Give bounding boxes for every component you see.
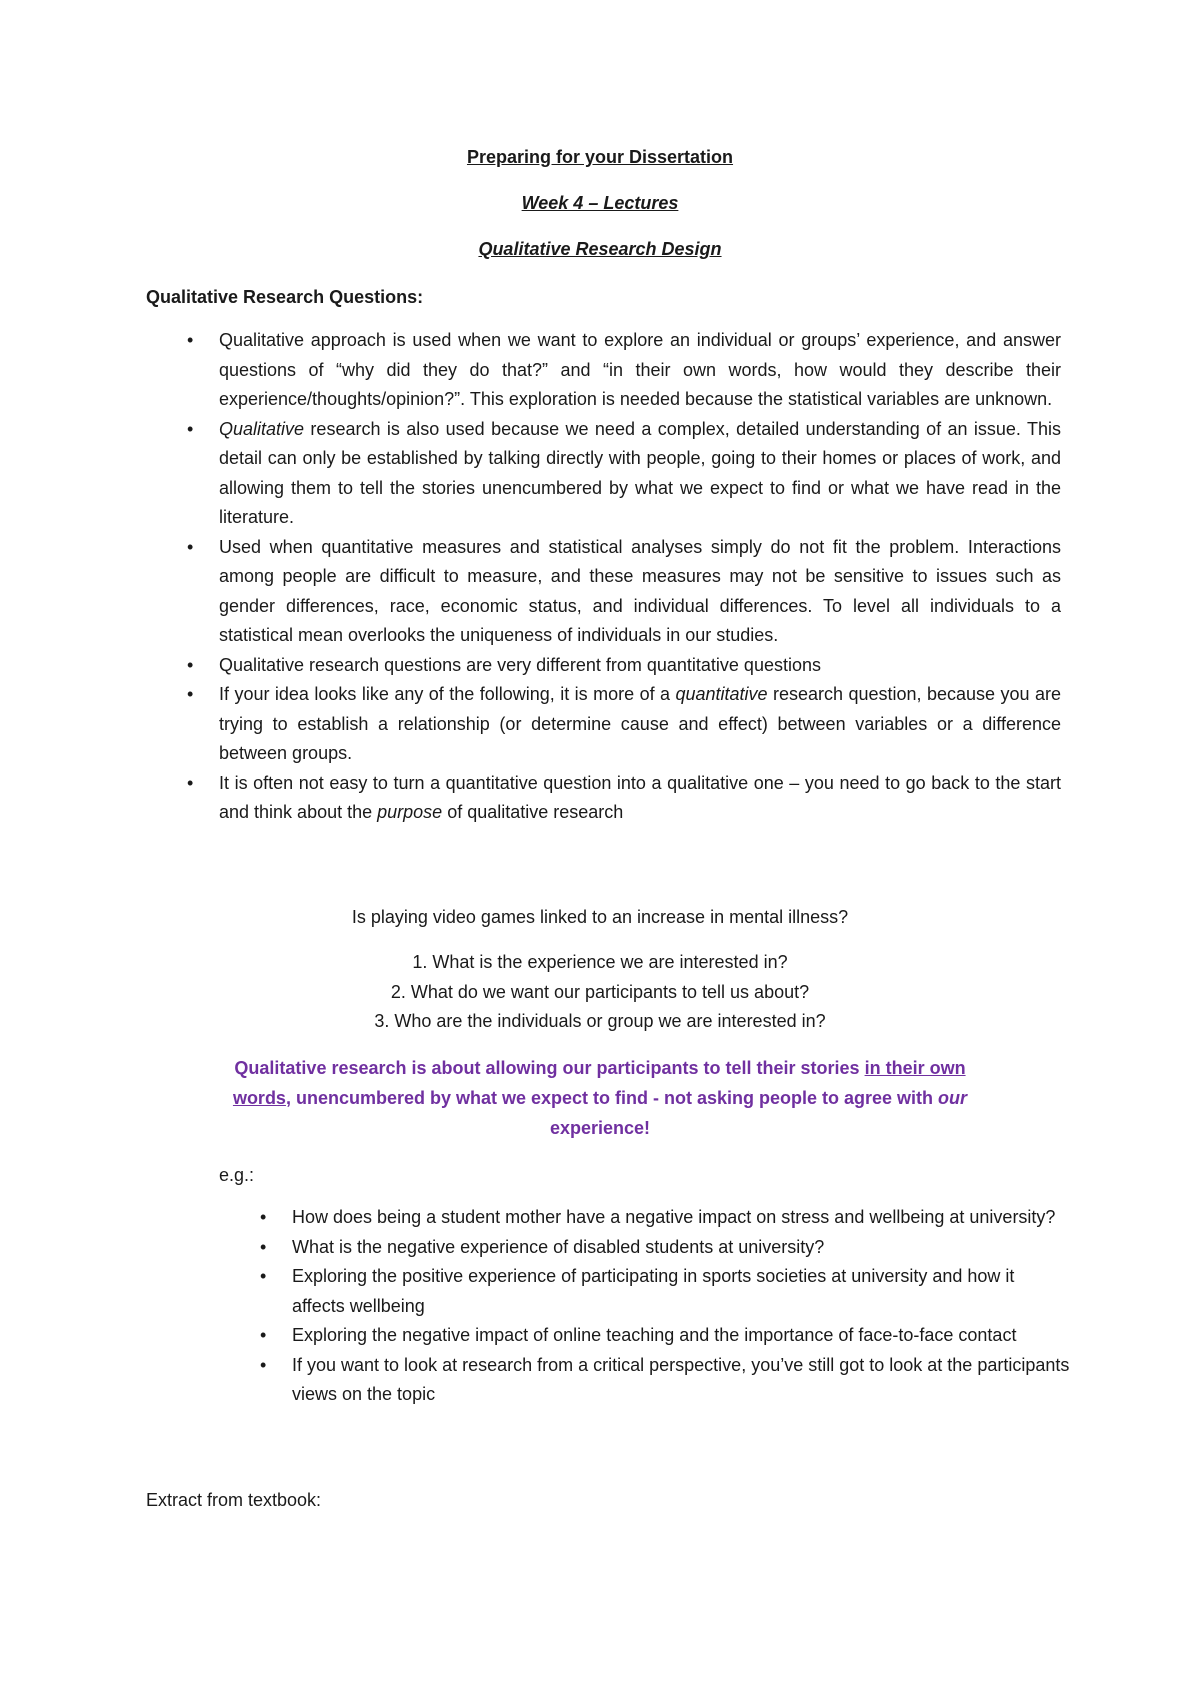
- bullet-text: research is also used because we need a complex, detailed understanding of an issue. This detail can only be established by talking directly with people, going to their homes or places of work, and allowing them to tell the stories unencumbered by what we expect to find or what we have read in the literature.: [219, 418, 1061, 527]
- topic-subtitle: Qualitative Research Design: [478, 239, 722, 259]
- bullet-text: It is often not easy to turn a quantitative question into a qualitative one – you need to go back to the start and think about the: [219, 772, 1061, 822]
- list-item: [146, 769, 1061, 828]
- highlight-text: Qualitative research is about allowing our participants to tell their stories: [234, 1058, 865, 1078]
- week-subtitle: Week 4 – Lectures: [521, 193, 679, 213]
- emphasis-text: Qualitative: [219, 418, 305, 439]
- highlight-statement: [230, 1053, 970, 1143]
- bullet-text: Qualitative research questions are very different from quantitative questions: [219, 654, 821, 675]
- list-item: [146, 651, 1061, 681]
- section-heading: Qualitative Research Questions:: [146, 287, 424, 307]
- numbered-item: 3. Who are the individuals or group we are interested in?: [374, 1011, 826, 1031]
- numbered-item: 2. What do we want our participants to tell us about?: [390, 981, 810, 1002]
- list-item: • What is the negative experience of disabled students at university?: [219, 1233, 1071, 1263]
- bullet-text: research question, because you are trying to establish a relationship (or determine cause and effect) between variables or a difference between groups.: [219, 684, 1061, 763]
- highlight-text: experience!: [549, 1118, 651, 1138]
- emphasis-text: purpose: [377, 802, 443, 822]
- emphasis-text: quantitative: [675, 684, 768, 704]
- list-item: [146, 533, 1061, 651]
- list-item: • How does being a student mother have a negative impact on stress and wellbeing at university?: [219, 1203, 1071, 1233]
- eg-label: e.g.:: [219, 1165, 255, 1185]
- highlight-italic-text: our: [938, 1088, 968, 1108]
- list-item: • Exploring the positive experience of participating in sports societies at university and how it affects wellbeing: [219, 1262, 1071, 1321]
- list-item: [146, 326, 1061, 415]
- list-item: [146, 680, 1061, 769]
- main-bullet-list: [146, 326, 1061, 828]
- highlight-text: , unencumbered by what we expect to find - not asking people to agree with: [285, 1088, 939, 1108]
- bullet-text: Used when quantitative measures and statistical analyses simply do not fit the problem. Interactions among people are difficult to measure, and these measures may not be sensitive to issues such as gender differences, race, economic status, and individual differences. To level all individuals to a statistical mean overlooks the uniqueness of individuals in our studies.: [219, 536, 1061, 645]
- example-question: Is playing video games linked to an increase in mental illness?: [351, 907, 849, 927]
- bullet-text: If your idea looks like any of the following, it is more of a: [219, 684, 676, 704]
- numbered-list: [0, 948, 1200, 1037]
- list-item: • Exploring the negative impact of online teaching and the importance of face-to-face contact: [219, 1321, 1071, 1351]
- examples-list: [219, 1203, 1071, 1410]
- highlight-underlined-text: in their own words: [232, 1058, 966, 1108]
- list-item: • If you want to look at research from a critical perspective, you’ve still got to look at the participants views on the topic: [219, 1351, 1071, 1410]
- bullet-text: Qualitative approach is used when we want to explore an individual or groups’ experience, and answer questions of “why did they do that?” and “in their own words, how would they describe their experience/thoughts/opinion?”. This exploration is needed because the statistical variables are unknown.: [219, 330, 1061, 409]
- bullet-text: of qualitative research: [442, 802, 624, 822]
- document-title: Preparing for your Dissertation: [466, 147, 734, 167]
- numbered-item: 1. What is the experience we are interested in?: [412, 952, 788, 972]
- list-item: [146, 415, 1061, 533]
- extract-label: Extract from textbook:: [146, 1490, 322, 1510]
